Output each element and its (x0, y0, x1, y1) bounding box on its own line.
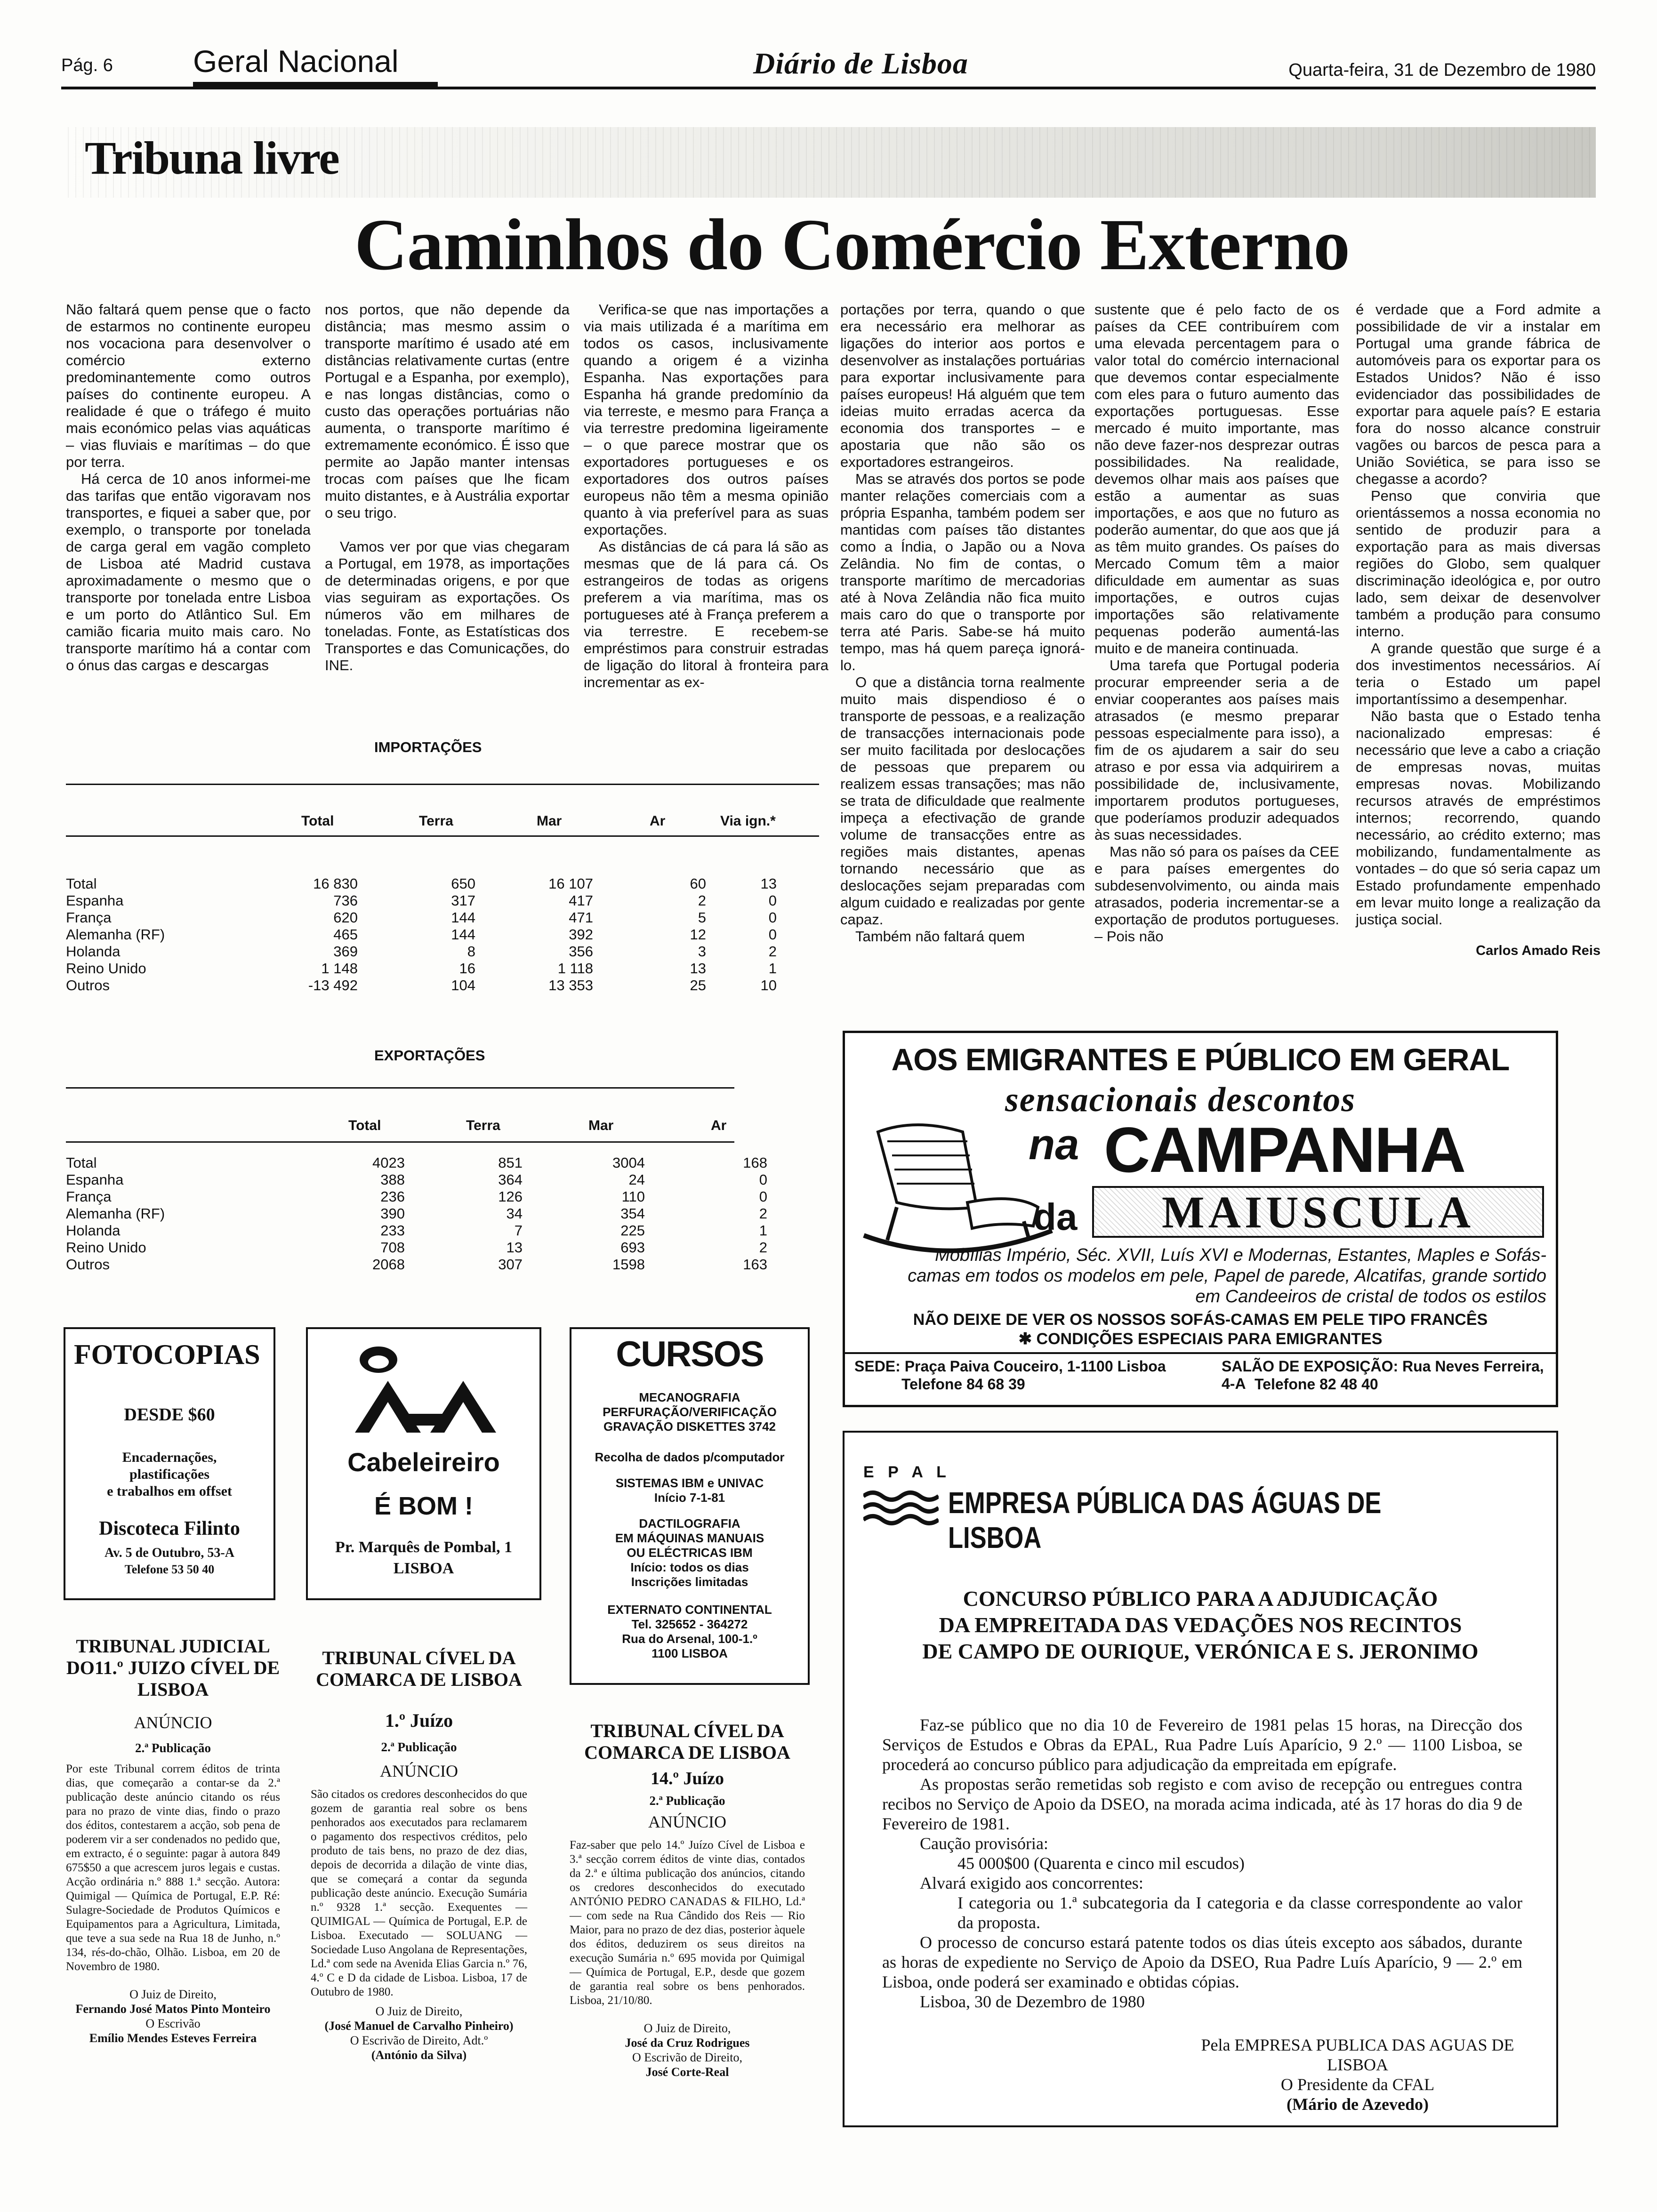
table-cell: 3004 (612, 1154, 645, 1171)
ad-na: na (1029, 1121, 1079, 1169)
table-cell: 104 (451, 977, 475, 994)
table-cell: 465 (333, 926, 358, 943)
table-cell: 736 (333, 892, 358, 909)
ad-showroom-phone: Telefone 82 48 40 (1255, 1376, 1378, 1393)
notice-signatures (311, 2004, 527, 2062)
table-cell: 693 (620, 1239, 645, 1256)
table-title: EXPORTAÇÕES (374, 1047, 485, 1064)
ad-da: da (1033, 1196, 1078, 1238)
epal-title (845, 1586, 1556, 1665)
table-rule (66, 784, 819, 785)
signature-line: Pela EMPRESA PUBLICA DAS AGUAS DE LISBOA (1201, 2036, 1514, 2074)
table-cell: 471 (569, 909, 593, 926)
ad-phone: Telefone 53 50 40 (124, 1563, 215, 1576)
row-label: Alemanha (RF) (66, 926, 165, 943)
table-cell: 7 (514, 1222, 523, 1239)
ad-subheadline: sensacionais descontos (1005, 1081, 1356, 1119)
paragraph: Verifica-se que nas importações a via mais utilizada é a marítima em todos os casos, inclusivamente quando a origem é a vizinha Espanha. Nas exportações para Espanha há grande predomínio da via terreste, e mesmo para França a via terrestre predomina ligeiramente – o que parece mostrar que os exportadores portugueses e os exportadores dos outros países europeus não têm a mesma opinião quanto à via preferível para as suas exportações. (584, 301, 828, 538)
paragraph: sustente que é pelo facto de os países da CEE contribuírem com uma elevada percentagem para o valor total do comércio internacional que devemos contar especialmente com eles para o futuro aumento das exportações portuguesas. Esse mercado é muito importante, mas não deve fazer-nos desprezar outras possibilidades. Na realidade, devemos olhar mais aos países que estão a aumentar as suas importações, e aos que no futuro as poderão aumentar, do que aos que já as têm muito grandes. Os países do Mercado Comum têm a maior dificuldade em aumentar as suas importações, e outros cujas importações são relativamente pequenas poderão aumentá-las muito e de maneira continuada. (1094, 301, 1339, 657)
article-column-4 (840, 301, 1085, 945)
table-row (66, 926, 819, 943)
table-cell: 307 (498, 1256, 523, 1273)
row-label: Total (66, 875, 97, 892)
ad-course-list (571, 1390, 808, 1661)
epal-paragraph: O processo de concurso estará patente todos os dias úteis excepto aos sábados, durante as horas de expediente no Serviço de Apoio da DSEO, Rua Padre Luís Aparício, 9 — 2.º em Lisboa, onde poderá ser examinado e obtidas cópias. (882, 1933, 1522, 1991)
issue-date: Quarta-feira, 31 de Dezembro de 1980 (1288, 60, 1596, 80)
course-line: Início 7-1-81 (654, 1491, 725, 1505)
notice-publication: 2.ª Publicação (649, 1794, 725, 1808)
course-line: GRAVAÇÃO DISKETTES 3742 (603, 1419, 776, 1434)
row-label: França (66, 1188, 112, 1205)
table-cell: 13 353 (548, 977, 593, 994)
paragraph: Penso que conviria que orientássemos a nossa economia no sentido de produzir para a exportação para as mais diversas regiões do Globo, sem qualquer discriminação ideológica e, por outro lado, sem deixar de desenvolver também a produção para consumo interno. (1356, 488, 1601, 640)
column-header: Mar (588, 1118, 614, 1133)
epal-paragraph: Lisboa, 30 de Dezembro de 1980 (920, 1992, 1145, 2011)
paragraph: Mas se através dos portos se pode manter relações comerciais com a própria Espanha, também podem ser mantidas com países tão distantes como a Índia, o Japão ou a Nova Zelândia. No fim de contas, o transporte marítimo de mercadorias até à Nova Zelândia não fica muito mais caro do que o transporte por terra até Paris. Sabe-se há muito tempo, mas há quem pareça ignorá-lo. (840, 471, 1085, 673)
column-header: Ar (711, 1118, 727, 1133)
paragraph: portações por terra, quando o que era necessário era melhorar as ligações do interior aos portos e desenvolver as instalações portuárias para exportar inclusivamente para países europeus! Há alguém que tem ideias muito erradas acerca da economia dos transportes – e apostaria que não são os exportadores estrangeiros. (840, 301, 1085, 470)
course-line: EM MÁQUINAS MANUAIS (615, 1531, 764, 1545)
table-cell: 1 (759, 1222, 767, 1239)
course-line: Início: todos os dias (630, 1560, 749, 1574)
row-label: França (66, 909, 112, 926)
table-cell: 1598 (612, 1256, 645, 1273)
epal-paragraph: Alvará exigido aos concorrentes: (920, 1874, 1143, 1892)
table-cell: 144 (451, 926, 475, 943)
epal-logo-text: E P A L (863, 1463, 951, 1481)
row-label: Reino Unido (66, 1239, 146, 1256)
ad-description: Mobílias Império, Séc. XVII, Luís XVI e Modernas, Estantes, Maples e Sofás-camas em todos os modelos em pele, Papel de parede, Alcatifas, grande sortido em Candeeiros de cristal de todos os estilos (908, 1245, 1546, 1306)
notice-juizo: 1.º Juízo (385, 1710, 453, 1731)
course-line: MECANOGRAFIA (639, 1390, 740, 1404)
ad-city: LISBOA (393, 1560, 454, 1577)
column-header: Mar (537, 813, 562, 829)
column-header: Total (301, 813, 334, 829)
notice-body: Por este Tribunal correm éditos de trinta dias, que começarão a contar-se da 2.ª publicação deste anúncio citando os réus para no prazo de vinte dias, findo o prazo dos éditos, contestarem a acção, sob pena de poderem vir a ser condenados no pedido que, em extracto, é o seguinte: pagar à autora 849 675$50 a que acrescem juros legais e custas. Acção ordinária n.º 888 1.ª secção. Autora: Quimigal — Química de Portugal, E.P. Ré: Sulagre-Sociedade de Produtos Químicos e Equipamentos para a Agricultura, Limitada, que teve a sua sede na Rua 18 de Junho, n.º 134, rés-do-chão, Olhão. Lisboa, em 20 de Novembro de 1980. (66, 1763, 280, 1973)
kicker: Tribuna livre (85, 132, 339, 184)
course-line: Inscrições limitadas (631, 1575, 748, 1589)
column-header: Terra (419, 813, 453, 829)
course-line: SISTEMAS IBM e UNIVAC (615, 1476, 764, 1490)
table-cell: 8 (467, 943, 475, 960)
ad-price: DESDE $60 (124, 1405, 215, 1425)
table-cell: 851 (498, 1154, 523, 1171)
table-cell: 1 148 (321, 960, 358, 977)
ad-cta: NÃO DEIXE DE VER OS NOSSOS SOFÁS-CAMAS EM PELE TIPO FRANCÊS (913, 1311, 1488, 1329)
table-row (66, 1239, 767, 1256)
column-header: Via ign.* (720, 813, 776, 829)
column-header: Terra (466, 1118, 500, 1133)
water-waves-icon (863, 1489, 939, 1527)
epal-paragraph: I categoria ou 1.ª subcategoria da I categoria e da classe correspondente ao valor da proposta. (957, 1893, 1522, 1932)
paragraph: A grande questão que surge é a dos investimentos necessários. Aí teria o Estado um papel importantíssimo a desempenhar. (1356, 640, 1601, 707)
table-row (66, 909, 819, 926)
table-cell: 708 (380, 1239, 405, 1256)
notice-court: TRIBUNAL CÍVEL DA COMARCA DE LISBOA (584, 1720, 790, 1763)
masthead: Diário de Lisboa (753, 47, 968, 80)
row-label: Outros (66, 977, 110, 994)
table-cell: 3 (698, 943, 706, 960)
paragraph: Não faltará quem pense que o facto de estarmos no continente europeu nos vocaciona para desenvolver o comércio externo predominantemente como outros países do continente europeu. A realidade é que o tráfego é muito mais económico pelas vias aquáticas – vias fluviais e marítimas – do que por terra. (66, 301, 311, 470)
table-cell: -13 492 (308, 977, 358, 994)
article-column-3 (584, 301, 828, 691)
notice-body: Faz-saber que pelo 14.º Juízo Cível de Lisboa e 3.ª secção correm éditos de vinte dias, contados da 2.ª e última publicação dos anúncios, citando os credores desconhecidos do executado ANTÓNIO PEDRO CANADAS & FILHO, Ld.ª — com sede na Rua Cândido dos Reis — Rio Maior, para no prazo de dez dias, posterior àquele dos éditos, deduzirem os seus direitos na execução Sumária n.º 695 movida por Quimigal — Química de Portugal, E.P., desde que gozem de garantia real sobre os bens penhorados. Lisboa, 21/10/80. (570, 1839, 805, 2007)
notice-publication: 2.ª Publicação (381, 1740, 457, 1754)
table-cell: 163 (743, 1256, 767, 1273)
ad-address: Pr. Marquês de Pombal, 1 (335, 1539, 512, 1556)
table-cell: 0 (768, 892, 777, 909)
table-cell: 2 (759, 1205, 767, 1222)
ad-maiuscula (843, 1031, 1558, 1407)
ad-brand: MAIUSCULA (1092, 1186, 1544, 1238)
table-cell: 144 (451, 909, 475, 926)
author-byline: Carlos Amado Reis (1476, 943, 1601, 958)
paragraph: é verdade que a Ford admite a possibilidade de vir a instalar em Portugal uma grande fábrica de automóveis para os exportar para os Estados Unidos? Não é isso evidenciador das possibilidades de exportar para aquele país? E estaria fora do nosso alcance construir vagões ou barcos de pesca para a União Soviética, se para isso se chegasse a acordo? (1356, 301, 1601, 487)
ad-tagline: É BOM ! (374, 1492, 473, 1520)
signature-line: Emílio Mendes Esteves Ferreira (89, 2031, 257, 2045)
paragraph: Uma tarefa que Portugal poderia procurar empreender seria a de enviar cooperantes aos países mais atrasados (e mesmo preparar pessoas especialmente para isso), a fim de os ajudarem a sair do seu atraso e por essa via adquirirem a possibilidade de, inclusivamente, importarem produtos portugueses, que poderíamos produzir adequados às suas necessidades. (1094, 657, 1339, 843)
signature-line: (António da Silva) (371, 2048, 467, 2062)
notice-signatures (66, 1987, 280, 2045)
course-line: EXTERNATO CONTINENTAL (607, 1603, 772, 1617)
ad-divider (845, 1352, 1556, 1354)
column-header: Ar (650, 813, 666, 829)
table-cell: 25 (690, 977, 706, 994)
row-label: Espanha (66, 892, 124, 909)
notice-juizo: 14.º Juízo (650, 1769, 724, 1788)
table-row (66, 1154, 767, 1171)
table-cell: 388 (380, 1171, 405, 1188)
ad-shop: Discoteca Filinto (99, 1518, 240, 1539)
epal-company-name: EMPRESA PÚBLICA DAS ÁGUAS DE LISBOA (948, 1486, 1382, 1555)
table-cell: 354 (620, 1205, 645, 1222)
table-row (66, 875, 819, 892)
table-cell: 0 (759, 1171, 767, 1188)
paragraph: Também não faltará quem (855, 928, 1025, 945)
service-line: Encadernações, (122, 1450, 217, 1465)
paragraph: O que a distância torna realmente muito mais dispendioso é o transporte de pessoas, e a realização de transacções internacionais pode ser muito facilitada por deslocações de pessoas que preparem ou realizem essas transações; mas não se trata de dificuldade que realmente impeça a efectivação de grande volume de transacções entre as regiões mais distantes, apenas tornando necessário que as deslocações sejam preparadas com algum cuidado e realizadas por gente capaz. (840, 674, 1085, 928)
table-cell: 60 (690, 875, 706, 892)
course-line: DACTILOGRAFIA (639, 1516, 740, 1531)
row-label: Espanha (66, 1171, 124, 1188)
table-cell: 12 (690, 926, 706, 943)
kicker-band (61, 127, 1596, 198)
paragraph: Não basta que o Estado tenha nacionalizado empresas: é necessário que leve a cabo a criação de empresas novas, muitas empresas novas. Mobilizando recursos através de empréstimos internos; recorrendo, quando necessário, ao crédito externo; mas mobilizando, fundamentalmente as vontades – do que só seria capaz um Estado profundamente empenhado em levar muito longe a realização da justiça social. (1356, 708, 1601, 928)
table-cell: 317 (451, 892, 475, 909)
signature-line: José da Cruz Rodrigues (625, 2036, 750, 2050)
notice-court: TRIBUNAL CÍVEL DA COMARCA DE LISBOA (316, 1647, 522, 1690)
table-cell: 16 830 (313, 875, 358, 892)
signature-line: O Juiz de Direito, (643, 2021, 731, 2035)
table-cell: 233 (380, 1222, 405, 1239)
table-title: IMPORTAÇÕES (374, 739, 482, 755)
notice-kind: ANÚNCIO (648, 1812, 726, 1831)
salon-logo-icon (350, 1343, 501, 1437)
table-row (66, 892, 819, 909)
article-column-1 (66, 301, 311, 674)
ad-services (65, 1449, 273, 1500)
course-line: Tel. 325652 - 364272 (631, 1617, 748, 1631)
epal-notice (843, 1431, 1558, 2127)
epal-paragraph: Faz-se público que no dia 10 de Fevereiro de 1981 pelas 15 horas, na Direcção dos Serviços de Estudos e Obras da EPAL, Rua Padre Luís Aparício, 9 2.º — 1100 Lisboa, se procederá ao concurso público para adjudicação da empreitada em epígrafe. (882, 1715, 1522, 1774)
table-row (66, 1205, 767, 1222)
notice-kind: ANÚNCIO (134, 1713, 212, 1732)
table-cell: 16 (459, 960, 475, 977)
ad-sede-phone: Telefone 84 68 39 (901, 1376, 1025, 1393)
table-cell: 2 (759, 1239, 767, 1256)
title-line: CONCURSO PÚBLICO PARA A ADJUDICAÇÃO (963, 1587, 1438, 1611)
ad-showroom: SALÃO DE EXPOSIÇÃO: Rua Neves Ferreira, 4-A (1222, 1358, 1544, 1392)
ad-cabeleireiro (306, 1327, 541, 1600)
page-header (61, 42, 1596, 89)
row-label: Outros (66, 1256, 110, 1273)
paragraph: Vamos ver por que vias chegaram a Portugal, em 1978, as importações de determinadas origens, e por que vias seguiram as exportações. Os números vão em milhares de toneladas. Fonte, as Estatísticas dos Transportes e das Comunicações, do INE. (325, 538, 570, 673)
article-column-2 (325, 301, 570, 674)
epal-body (882, 1715, 1522, 2012)
table-cell: 0 (759, 1188, 767, 1205)
signature-line: O Escrivão de Direito, Adt.º (350, 2034, 488, 2047)
title-line: DA EMPREITADA DAS VEDAÇÕES NOS RECINTOS (939, 1613, 1462, 1637)
ad-title: FOTOCOPIAS (74, 1339, 260, 1370)
table-row (66, 1222, 767, 1239)
table-cell: 2068 (372, 1256, 405, 1273)
signature-line: O Juiz de Direito, (375, 2004, 463, 2018)
epal-signature (1174, 2035, 1541, 2114)
table-cell: 236 (380, 1188, 405, 1205)
page-number: Pág. 6 (61, 56, 113, 75)
signature-line: O Escrivão de Direito, (632, 2051, 742, 2064)
table-row (66, 960, 819, 977)
row-label: Alemanha (RF) (66, 1205, 165, 1222)
paragraph: Mas não só para os países da CEE e para países emergentes do subdesenvolvimento, ou ainda mais atrasados, poderia incrementar-se a exportação de produtos portugueses. – Pois não (1094, 843, 1339, 945)
table-cell: 13 (760, 875, 777, 892)
ad-cta-emigrants: ✱ CONDIÇÕES ESPECIAIS PARA EMIGRANTES (1018, 1330, 1383, 1348)
table-rule (66, 1087, 734, 1089)
table-cell: 417 (569, 892, 593, 909)
article-column-6 (1356, 301, 1601, 959)
notice-signatures (570, 2021, 805, 2079)
course-line: PERFURAÇÃO/VERIFICAÇÃO (603, 1405, 777, 1419)
table-cell: 13 (690, 960, 706, 977)
table-cell: 1 118 (557, 960, 593, 977)
article-column-5 (1094, 301, 1339, 945)
ad-name: Cabeleireiro (347, 1447, 500, 1477)
signature-line: O Juiz de Direito, (129, 1988, 217, 2001)
table-cell: 225 (620, 1222, 645, 1239)
ad-cursos (570, 1327, 810, 1685)
legal-notice-1 (66, 1635, 280, 2045)
table-row (66, 1188, 767, 1205)
course-line: Recolha de dados p/computador (595, 1450, 785, 1464)
section-rule (193, 82, 438, 88)
signature-line: O Presidente da CFAL (1280, 2075, 1435, 2094)
headline: Caminhos do Comércio Externo (354, 204, 1350, 285)
table-cell: 110 (621, 1188, 645, 1205)
ad-address: Av. 5 de Outubro, 53-A (105, 1546, 234, 1560)
signature-line: Fernando José Matos Pinto Monteiro (75, 2002, 271, 2016)
paragraph: nos portos, que não depende da distância; mas mesmo assim o transporte marítimo é usado até em distâncias relativamente curtas (entre Portugal e a Espanha, por exemplo), e nas longas distâncias, como o custo das operações portuárias não aumenta, o transporte marítimo é extremamente económico. É isso que permite ao Japão manter intensas trocas com países que lhe ficam muito distantes, e à Austrália exportar o seu trigo. (325, 301, 570, 521)
table-cell: 364 (498, 1171, 523, 1188)
table-rule (66, 835, 819, 837)
imports-table (66, 739, 819, 1002)
section-title: Geral Nacional (193, 44, 399, 79)
course-line: Rua do Arsenal, 100-1.º (622, 1632, 757, 1646)
table-cell: 16 107 (548, 875, 593, 892)
legal-notice-3 (570, 1720, 805, 2079)
signature-line: José Corte-Real (645, 2065, 729, 2079)
epal-paragraph: 45 000$00 (Quarenta e cinco mil escudos) (957, 1854, 1245, 1873)
course-line: OU ELÉCTRICAS IBM (627, 1546, 753, 1560)
table-row (66, 1256, 767, 1273)
table-cell: 1 (768, 960, 777, 977)
paragraph: Há cerca de 10 anos informei-me das tarifas que então vigoravam nos transportes, e fiquei a saber que, por exemplo, o transporte por tonelada de carga geral em vagão completo de Lisboa até Madrid custava aproximadamente o mesmo que o transporte por tonelada entre Lisboa e um porto do Atlântico Sul. Em camião ficaria muito mais caro. No transporte marítimo há a contar com o ónus das cargas e descargas (66, 471, 311, 673)
table-cell: 369 (333, 943, 358, 960)
table-cell: 24 (628, 1171, 645, 1188)
ad-title: CURSOS (616, 1334, 764, 1374)
epal-paragraph: Caução provisória: (920, 1834, 1048, 1853)
row-label: Holanda (66, 1222, 121, 1239)
exports-table (66, 1047, 767, 1282)
notice-kind: ANÚNCIO (380, 1762, 458, 1780)
table-cell: 620 (333, 909, 358, 926)
table-cell: 0 (768, 909, 777, 926)
title-line: DE CAMPO DE OURIQUE, VERÓNICA E S. JERONIMO (922, 1639, 1479, 1663)
course-line: 1100 LISBOA (652, 1646, 728, 1660)
signature-line: (José Manuel de Carvalho Pinheiro) (324, 2019, 514, 2033)
ad-campanha: CAMPANHA (1104, 1114, 1465, 1186)
row-label: Total (66, 1154, 97, 1171)
table-rule (66, 1141, 734, 1143)
table-row (66, 1171, 767, 1188)
notice-publication: 2.ª Publicação (135, 1741, 211, 1755)
table-cell: 392 (569, 926, 593, 943)
ad-sede: SEDE: Praça Paiva Couceiro, 1-1100 Lisboa (854, 1358, 1166, 1375)
ad-headline: AOS EMIGRANTES E PÚBLICO EM GERAL (891, 1042, 1510, 1077)
service-line: plastificações (129, 1467, 209, 1482)
row-label: Holanda (66, 943, 121, 960)
table-cell: 168 (743, 1154, 767, 1171)
service-line: e trabalhos em offset (107, 1483, 232, 1499)
epal-paragraph: As propostas serão remetidas sob registo e com aviso de recepção ou entregues contra recibos no Serviço de Apoio da DSEO, na morada acima indicada, até às 17 horas do dia 9 de Fevereiro de 1981. (882, 1775, 1522, 1833)
table-cell: 0 (768, 926, 777, 943)
column-header: Total (348, 1118, 381, 1133)
table-cell: 4023 (372, 1154, 405, 1171)
table-cell: 10 (760, 977, 777, 994)
notice-body: São citados os credores desconhecidos do que gozem de garantia real sobre os bens penhorados aos executados para reclamarem o pagamento dos respectivos créditos, pelo produto de tais bens, no prazo de dez dias, depois de decorrida a dilação de vinte dias, que se começará a contar da segunda publicação deste anúncio. Execução Sumária n.º 9328 1.ª secção. Exequentes — QUIMIGAL — Química de Portugal, E.P. de Lisboa. Executado — SOLUANG — Sociedade Luso Angolana de Representações, Ld.ª com sede na Avenida Elias Garcia n.º 76, 4.º C e D da cidade de Lisboa. Lisboa, 17 de Outubro de 1980. (311, 1788, 527, 1998)
signature-line: (Mário de Azevedo) (1287, 2095, 1429, 2114)
table-cell: 34 (506, 1205, 523, 1222)
table-row (66, 943, 819, 960)
table-cell: 356 (569, 943, 593, 960)
table-cell: 650 (451, 875, 475, 892)
table-cell: 13 (506, 1239, 523, 1256)
table-row (66, 977, 819, 994)
table-cell: 126 (498, 1188, 523, 1205)
paragraph: As distâncias de cá para lá são as mesmas que de lá para cá. Os estrangeiros de todas as origens preferem a via marítima, mas os portugueses até à França preferem a via terrestre. E recebem-se empréstimos para construir estradas de ligação do litoral à fronteira para incrementar as ex- (584, 538, 828, 690)
ad-fotocopias (64, 1327, 275, 1600)
legal-notice-2 (311, 1647, 527, 2062)
table-cell: 2 (768, 943, 777, 960)
table-cell: 390 (380, 1205, 405, 1222)
table-cell: 5 (698, 909, 706, 926)
notice-court: TRIBUNAL JUDICIAL DO11.º JUIZO CÍVEL DE LISBOA (66, 1635, 280, 1700)
signature-line: O Escrivão (145, 2017, 201, 2030)
row-label: Reino Unido (66, 960, 146, 977)
table-cell: 2 (698, 892, 706, 909)
